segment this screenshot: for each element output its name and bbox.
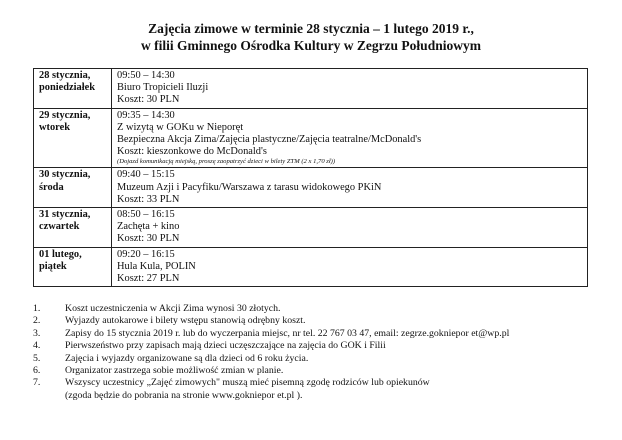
- title-line-1: Zajęcia zimowe w terminie 28 stycznia – 1 lutego 2019 r.,: [148, 21, 474, 36]
- list-item: [33, 365, 593, 377]
- note-text: Wszyscy uczestnicy „Zajęć zimowych" muszą mieć pisemną zgodę rodziców lub opiekunów: [65, 377, 430, 389]
- table-row: [34, 108, 588, 168]
- note-text: (zgoda będzie do pobrania na stronie www.gokniepor et.pl ).: [65, 389, 303, 401]
- note-number: 4.: [33, 340, 41, 352]
- activity-cell: [112, 247, 588, 287]
- note-text: Organizator zastrzega sobie możliwość zmian w planie.: [65, 365, 284, 377]
- day-weekday: środa: [39, 181, 64, 193]
- day-cell: [34, 108, 112, 168]
- list-item: [33, 328, 593, 340]
- day-date: 31 stycznia,: [39, 209, 91, 221]
- day-date: 30 stycznia,: [39, 169, 91, 181]
- note-number: 2.: [33, 315, 41, 327]
- list-item: [33, 353, 593, 365]
- activity-cost: Koszt: kieszonkowe do McDonald's: [117, 146, 267, 158]
- activity-cell: [112, 69, 588, 109]
- list-item: [33, 390, 593, 402]
- day-date: 28 stycznia,: [39, 70, 91, 81]
- day-weekday: czwartek: [39, 221, 80, 233]
- activity-description: Hula Kula, POLIN: [117, 260, 196, 272]
- activity-description: Muzeum Azji i Pacyfiku/Warszawa z tarasu widokowego PKiN: [117, 181, 382, 193]
- day-date: 01 lutego,: [39, 248, 82, 260]
- list-item: [33, 377, 593, 389]
- day-weekday: wtorek: [39, 121, 70, 133]
- activity-description: Bezpieczna Akcja Zima/Zajęcia plastyczne/Zajęcia teatralne/McDonald's: [117, 134, 422, 146]
- note-number: 5.: [33, 352, 41, 364]
- day-cell: [34, 168, 112, 208]
- list-item: [33, 315, 593, 327]
- day-cell: [34, 208, 112, 248]
- day-weekday: piątek: [39, 260, 67, 272]
- activity-description: Zachęta + kino: [117, 221, 180, 233]
- activity-cost: Koszt: 30 PLN: [117, 233, 180, 245]
- list-item: [33, 340, 593, 352]
- note-text: Zajęcia i wyjazdy organizowane są dla dzieci od 6 roku życia.: [65, 352, 309, 364]
- list-item: [33, 303, 593, 315]
- note-text: Pierwszeństwo przy zapisach mają dzieci uczęszczające na zajęcia do GOK i Filii: [65, 340, 386, 352]
- activity-cell: [112, 208, 588, 248]
- activity-cost: Koszt: 30 PLN: [117, 94, 180, 106]
- note-text: Wyjazdy autokarowe i bilety wstępu stanowią odrębny koszt.: [65, 315, 306, 327]
- table-row: [34, 247, 588, 287]
- table-row: [34, 208, 588, 248]
- activity-time: 09:40 – 15:15: [117, 169, 175, 181]
- activity-cost: Koszt: 27 PLN: [117, 273, 180, 285]
- note-number: 3.: [33, 327, 41, 339]
- note-number: 6.: [33, 365, 41, 377]
- day-weekday: poniedziałek: [39, 82, 96, 94]
- activity-description: Biuro Tropicieli Iluzji: [117, 82, 209, 94]
- note-number: 1.: [33, 303, 41, 314]
- day-cell: [34, 69, 112, 109]
- table-row: [34, 168, 588, 208]
- note-number: [33, 390, 65, 402]
- day-date: 29 stycznia,: [39, 109, 91, 121]
- note-text: Zapisy do 15 stycznia 2019 r. lub do wyczerpania miejsc, nr tel. 22 767 03 47, email: zegrze.gokniepor et@wp.pl: [65, 327, 510, 339]
- activity-description: Z wizytą w GOKu w Nieporęt: [117, 121, 244, 133]
- schedule-table: [33, 68, 588, 287]
- activity-time: 09:50 – 14:30: [117, 70, 175, 81]
- activity-time: 09:35 – 14:30: [117, 109, 175, 121]
- note-text: Koszt uczestniczenia w Akcji Zima wynosi 30 złotych.: [65, 303, 281, 314]
- notes-list: [33, 303, 593, 402]
- table-row: [34, 69, 588, 109]
- activity-cell: [112, 168, 588, 208]
- page-title: [0, 20, 622, 54]
- activity-cell: [112, 108, 588, 168]
- activity-time: 08:50 – 16:15: [117, 209, 175, 221]
- activity-time: 09:20 – 16:15: [117, 248, 175, 260]
- note-number: 7.: [33, 377, 41, 389]
- title-line-2: w filii Gminnego Ośrodka Kultury w Zegrzu Południowym: [141, 38, 481, 53]
- activity-note: (Dojazd komunikacją miejską, proszę zaopatrzyć dzieci w bilety ZTM (2 x 1,70 zł)): [117, 158, 336, 166]
- day-cell: [34, 247, 112, 287]
- activity-cost: Koszt: 33 PLN: [117, 193, 180, 205]
